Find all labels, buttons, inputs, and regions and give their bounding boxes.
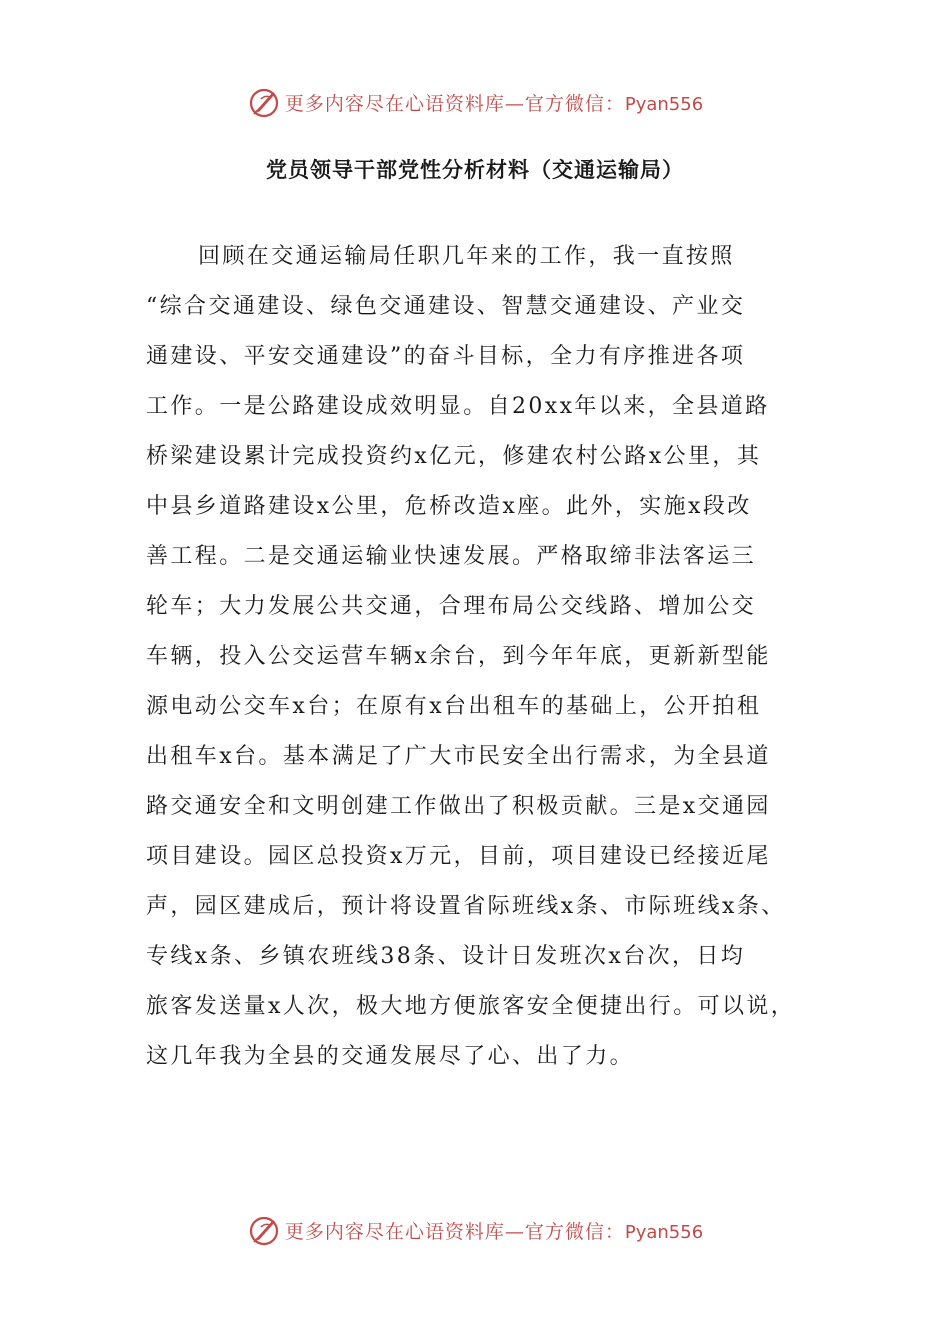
banner-separator: — [504, 1220, 525, 1243]
body-line: 声，园区建成后，预计将设置省际班线x条、市际班线x条、 [146, 894, 786, 919]
body-line: 回顾在交通运输局任职几年来的工作，我一直按照 [198, 244, 735, 269]
quill-pen-logo-icon [247, 85, 281, 119]
body-line: 车辆，投入公交运营车辆x余台，到今年年底，更新新型能 [146, 644, 771, 669]
body-line: 项目建设。园区总投资x万元，目前，项目建设已经接近尾 [146, 844, 771, 869]
banner-separator: — [504, 92, 525, 115]
banner-wechat-id: Pyan556 [624, 93, 704, 115]
document-body [146, 232, 822, 1082]
body-line: 出租车x台。基本满足了广大市民安全出行需求，为全县道 [146, 744, 771, 769]
quill-pen-logo-icon [247, 1213, 281, 1247]
banner-text [285, 89, 703, 116]
banner-wechat-label: 官方微信： [524, 92, 625, 115]
body-line: 旅客发送量x人次，极大地方便旅客安全便捷出行。可以说， [146, 994, 796, 1019]
body-line: 轮车；大力发展公共交通，合理布局公交线路、增加公交 [146, 594, 757, 619]
banner-text [285, 1217, 703, 1244]
body-line: 通建设、平安交通建设”的奋斗目标，全力有序推进各项 [146, 344, 746, 369]
body-line: 专线x条、乡镇农班线38条、设计日发班次x台次，日均 [146, 944, 746, 969]
body-line: 工作。一是公路建设成效明显。自20xx年以来，全县道路 [146, 394, 770, 419]
document-title: 党员领导干部党性分析材料（交通运输局） [266, 158, 684, 182]
banner-wechat-label: 官方微信： [524, 1220, 625, 1243]
body-line: 源电动公交车x台；在原有x台出租车的基础上，公开拍租 [146, 694, 762, 719]
banner-site-name: 更多内容尽在心语资料库 [284, 92, 505, 115]
banner-site-name: 更多内容尽在心语资料库 [284, 1220, 505, 1243]
body-line: 路交通安全和文明创建工作做出了积极贡献。三是x交通园 [146, 794, 771, 819]
body-line: 这几年我为全县的交通发展尽了心、出了力。 [146, 1044, 635, 1069]
footer-banner [0, 1210, 950, 1250]
body-line: 桥梁建设累计完成投资约x亿元，修建农村公路x公里，其 [146, 444, 762, 469]
banner-wechat-id: Pyan556 [624, 1221, 704, 1243]
body-line: 中县乡道路建设x公里，危桥改造x座。此外，实施x段改 [146, 494, 752, 519]
body-line: “综合交通建设、绿色交通建设、智慧交通建设、产业交 [146, 294, 746, 319]
body-line: 善工程。二是交通运输业快速发展。严格取缔非法客运三 [146, 544, 757, 569]
header-banner [0, 82, 950, 122]
